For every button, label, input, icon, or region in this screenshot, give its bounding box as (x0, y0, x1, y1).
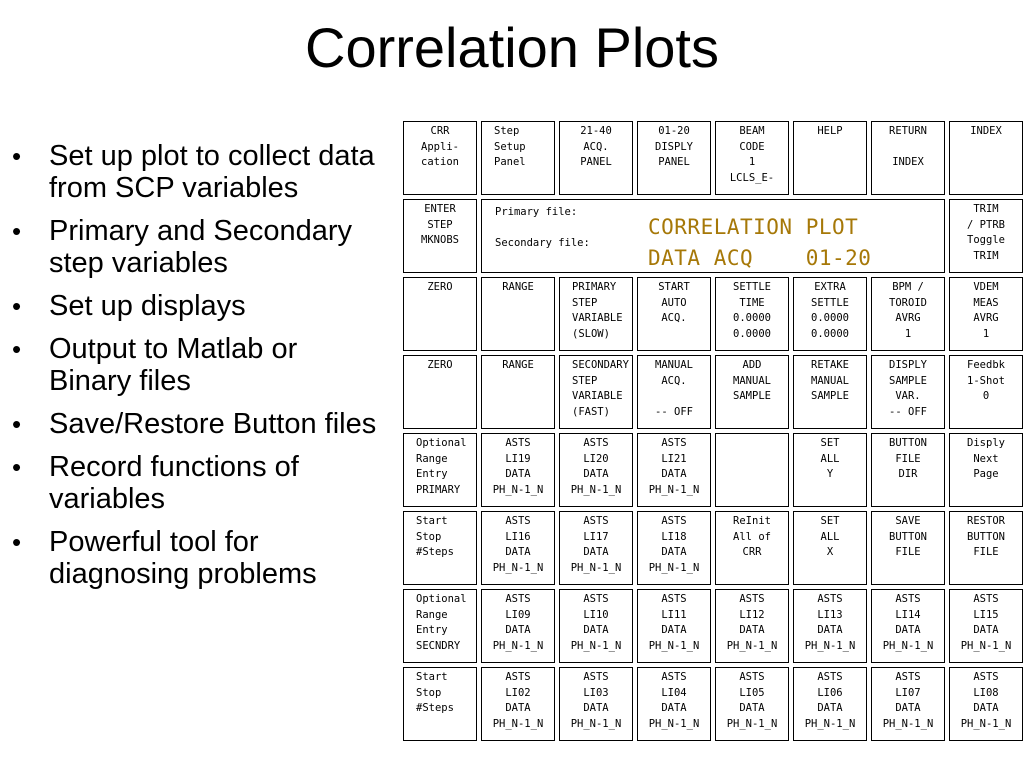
bullet-item (8, 451, 380, 515)
asts-li13-button[interactable]: ASTS LI13 DATA PH_N-1_N (793, 589, 867, 663)
settle-time-button[interactable]: SETTLE TIME 0.0000 0.0000 (715, 277, 789, 351)
trim-ptrb-toggle-button[interactable]: TRIM / PTRB Toggle TRIM (949, 199, 1023, 273)
asts-li06-button[interactable]: ASTS LI06 DATA PH_N-1_N (793, 667, 867, 741)
manual-acq-button[interactable]: MANUAL ACQ. -- OFF (637, 355, 711, 429)
help-button[interactable]: HELP (793, 121, 867, 195)
enter-step-mknobs-button[interactable]: ENTER STEP MKNOBS (403, 199, 477, 273)
feedbk-1-shot-button[interactable]: Feedbk 1-Shot 0 (949, 355, 1023, 429)
return-index-button[interactable]: RETURN INDEX (871, 121, 945, 195)
bullet-list (8, 140, 380, 601)
asts-li04-button[interactable]: ASTS LI04 DATA PH_N-1_N (637, 667, 711, 741)
set-all-y-button[interactable]: SET ALL Y (793, 433, 867, 507)
file-info-display (481, 199, 945, 273)
asts-li11-button[interactable]: ASTS LI11 DATA PH_N-1_N (637, 589, 711, 663)
beam-code-button[interactable]: BEAM CODE 1 LCLS_E- (715, 121, 789, 195)
bullet-text: Record functions of variables (49, 451, 299, 515)
mode-title-line2: DATA ACQ 01-20 (648, 246, 872, 270)
asts-li07-button[interactable]: ASTS LI07 DATA PH_N-1_N (871, 667, 945, 741)
asts-li18-button[interactable]: ASTS LI18 DATA PH_N-1_N (637, 511, 711, 585)
mode-title-line1: CORRELATION PLOT (648, 215, 859, 239)
asts-li17-button[interactable]: ASTS LI17 DATA PH_N-1_N (559, 511, 633, 585)
bullet-item (8, 333, 380, 397)
asts-li19-button[interactable]: ASTS LI19 DATA PH_N-1_N (481, 433, 555, 507)
bullet-text: Save/Restore Button files (49, 408, 377, 440)
disply-panel-01-20-button[interactable]: 01-20 DISPLY PANEL (637, 121, 711, 195)
secondary-file-label: Secondary file: (495, 237, 590, 249)
disply-sample-var-button[interactable]: DISPLY SAMPLE VAR. -- OFF (871, 355, 945, 429)
disply-next-page-button[interactable]: Disply Next Page (949, 433, 1023, 507)
reinit-all-of-crr-button[interactable]: ReInit All of CRR (715, 511, 789, 585)
bullet-dot-icon: • (12, 291, 22, 321)
bullet-text: Set up plot to collect data from SCP variables (49, 140, 375, 204)
bullet-dot-icon: • (12, 452, 22, 482)
bullet-item (8, 408, 380, 440)
step-setup-panel-button[interactable]: Step Setup Panel (481, 121, 555, 195)
asts-li20-button[interactable]: ASTS LI20 DATA PH_N-1_N (559, 433, 633, 507)
asts-li14-button[interactable]: ASTS LI14 DATA PH_N-1_N (871, 589, 945, 663)
asts-li12-button[interactable]: ASTS LI12 DATA PH_N-1_N (715, 589, 789, 663)
bullet-dot-icon: • (12, 216, 22, 246)
bullet-dot-icon: • (12, 141, 22, 171)
slide-title: Correlation Plots (305, 16, 719, 79)
retake-manual-sample-button[interactable]: RETAKE MANUAL SAMPLE (793, 355, 867, 429)
range-primary-button[interactable]: RANGE (481, 277, 555, 351)
asts-li10-button[interactable]: ASTS LI10 DATA PH_N-1_N (559, 589, 633, 663)
button-file-dir-button[interactable]: BUTTON FILE DIR (871, 433, 945, 507)
asts-li08-button[interactable]: ASTS LI08 DATA PH_N-1_N (949, 667, 1023, 741)
set-all-x-button[interactable]: SET ALL X (793, 511, 867, 585)
start-auto-acq-button[interactable]: START AUTO ACQ. (637, 277, 711, 351)
asts-li02-button[interactable]: ASTS LI02 DATA PH_N-1_N (481, 667, 555, 741)
blank-r5c5-empty-cell (715, 433, 789, 507)
bullet-dot-icon: • (12, 527, 22, 557)
bullet-dot-icon: • (12, 334, 22, 364)
bullet-item (8, 290, 380, 322)
bullet-text: Powerful tool for diagnosing problems (49, 526, 317, 590)
range-secondary-button[interactable]: RANGE (481, 355, 555, 429)
extra-settle-button[interactable]: EXTRA SETTLE 0.0000 0.0000 (793, 277, 867, 351)
correlation-plot-button-panel (403, 121, 1023, 747)
bullet-text: Set up displays (49, 290, 246, 322)
zero-primary-button[interactable]: ZERO (403, 277, 477, 351)
bullet-item (8, 526, 380, 590)
asts-li16-button[interactable]: ASTS LI16 DATA PH_N-1_N (481, 511, 555, 585)
start-stop-steps-1-button[interactable]: Start Stop #Steps (403, 511, 477, 585)
add-manual-sample-button[interactable]: ADD MANUAL SAMPLE (715, 355, 789, 429)
vdem-meas-avrg-button[interactable]: VDEM MEAS AVRG 1 (949, 277, 1023, 351)
zero-secondary-button[interactable]: ZERO (403, 355, 477, 429)
bullet-item (8, 215, 380, 279)
bullet-text: Output to Matlab or Binary files (49, 333, 298, 397)
optional-range-entry-primary-button[interactable]: Optional Range Entry PRIMARY (403, 433, 477, 507)
asts-li15-button[interactable]: ASTS LI15 DATA PH_N-1_N (949, 589, 1023, 663)
asts-li03-button[interactable]: ASTS LI03 DATA PH_N-1_N (559, 667, 633, 741)
crr-application-button[interactable]: CRR Appli- cation (403, 121, 477, 195)
bullet-dot-icon: • (12, 409, 22, 439)
primary-file-label: Primary file: (495, 206, 578, 218)
start-stop-steps-2-button[interactable]: Start Stop #Steps (403, 667, 477, 741)
restor-button-file-button[interactable]: RESTOR BUTTON FILE (949, 511, 1023, 585)
bullet-text: Primary and Secondary step variables (49, 215, 353, 279)
asts-li05-button[interactable]: ASTS LI05 DATA PH_N-1_N (715, 667, 789, 741)
secondary-step-variable-button[interactable]: SECONDARY STEP VARIABLE (FAST) (559, 355, 633, 429)
index-button[interactable]: INDEX (949, 121, 1023, 195)
bullet-item (8, 140, 380, 204)
primary-step-variable-button[interactable]: PRIMARY STEP VARIABLE (SLOW) (559, 277, 633, 351)
asts-li21-button[interactable]: ASTS LI21 DATA PH_N-1_N (637, 433, 711, 507)
save-button-file-button[interactable]: SAVE BUTTON FILE (871, 511, 945, 585)
optional-range-entry-secndry-button[interactable]: Optional Range Entry SECNDRY (403, 589, 477, 663)
acq-panel-21-40-button[interactable]: 21-40 ACQ. PANEL (559, 121, 633, 195)
bpm-toroid-avrg-button[interactable]: BPM / TOROID AVRG 1 (871, 277, 945, 351)
asts-li09-button[interactable]: ASTS LI09 DATA PH_N-1_N (481, 589, 555, 663)
